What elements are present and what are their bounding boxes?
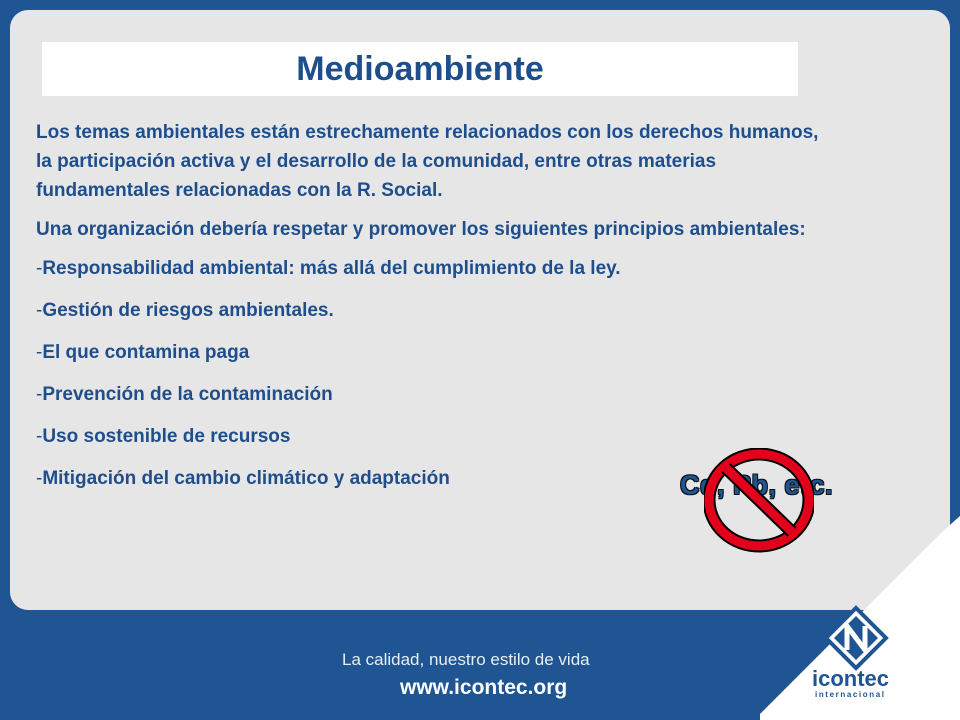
- footer-tagline: La calidad, nuestro estilo de vida: [342, 650, 590, 669]
- list-item: [36, 422, 826, 451]
- list-item-text: Uso sostenible de recursos: [42, 426, 291, 447]
- bullet-marker: -: [36, 300, 43, 321]
- list-item: [36, 338, 826, 367]
- banned-label: Cd, Pb, etc.: [680, 470, 834, 500]
- paragraph-1: Los temas ambientales están estrechamente relacionados con los derechos humanos, la participación activa y el desarrollo de la comunidad, entre otras materias fundamentales relacionadas con la R. Social.: [36, 122, 819, 201]
- list-item-text: Gestión de riesgos ambientales.: [42, 300, 334, 321]
- logo-subtitle: internacional: [815, 690, 886, 699]
- slide-title: Medioambiente: [296, 49, 544, 88]
- bullet-marker: -: [36, 342, 43, 363]
- paragraph-2: Una organización debería respetar y promover los siguientes principios ambientales:: [36, 219, 806, 240]
- footer-url[interactable]: www.icontec.org: [400, 676, 568, 699]
- bullet-marker: -: [36, 426, 43, 447]
- list-item-text: Mitigación del cambio climático y adaptación: [42, 468, 450, 489]
- bullet-marker: -: [36, 468, 43, 489]
- list-item: [36, 254, 826, 283]
- bullet-marker: -: [36, 384, 43, 405]
- list-item-text: Prevención de la contaminación: [42, 384, 333, 405]
- list-item: [36, 296, 826, 325]
- bullet-marker: -: [36, 258, 43, 279]
- title-bar: [42, 42, 798, 96]
- list-item: [36, 380, 826, 409]
- logo-wordmark: icontec: [812, 666, 890, 691]
- list-item-text: El que contamina paga: [42, 342, 250, 363]
- list-item-text: Responsabilidad ambiental: más allá del cumplimiento de la ley.: [42, 258, 621, 279]
